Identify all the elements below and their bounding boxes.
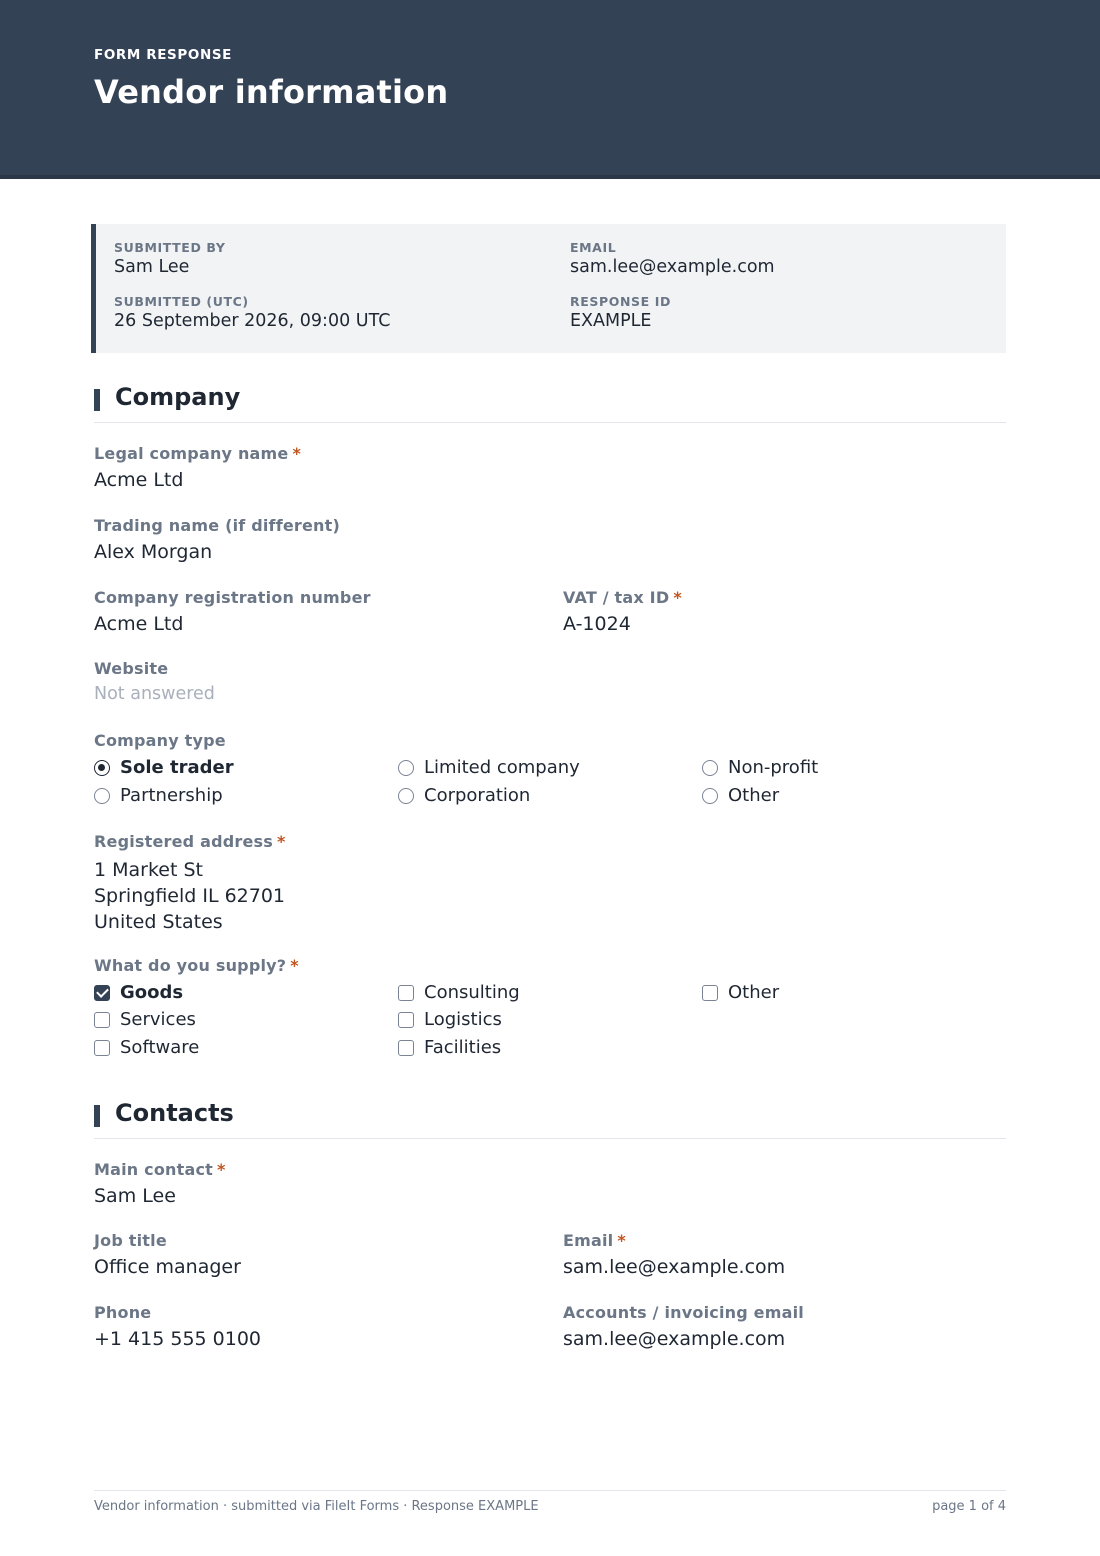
- radio-icon: [702, 788, 718, 804]
- radio-icon: [94, 788, 110, 804]
- checkbox-icon: [702, 985, 718, 1001]
- field-legal-company-name: [94, 444, 301, 491]
- field-invoicing-email: [563, 1303, 804, 1350]
- address-value: [94, 857, 286, 935]
- page-title: Vendor information: [94, 73, 449, 111]
- field-value: Sam Lee: [94, 1185, 176, 1207]
- radio-icon: [398, 760, 414, 776]
- section-contacts: [94, 1099, 1006, 1139]
- page-footer: [94, 1490, 1006, 1520]
- meta-label: SUBMITTED BY: [114, 240, 226, 255]
- meta-label: EMAIL: [570, 240, 617, 255]
- field-label: Accounts / invoicing email: [563, 1303, 804, 1322]
- field-label: Company registration number: [94, 588, 371, 607]
- section-accent-bar: [94, 389, 100, 411]
- field-value: Acme Ltd: [94, 613, 184, 635]
- required-marker: *: [217, 1160, 226, 1179]
- radio-icon: [702, 760, 718, 776]
- field-value-not-answered: Not answered: [94, 684, 215, 704]
- meta-value: Sam Lee: [114, 257, 190, 277]
- meta-email: [570, 240, 775, 277]
- field-registered-address: [94, 832, 286, 935]
- field-value: Alex Morgan: [94, 541, 213, 563]
- field-phone: [94, 1303, 261, 1350]
- checkbox-icon: [398, 1040, 414, 1056]
- required-marker: *: [292, 444, 302, 463]
- meta-submitted-by: [114, 240, 225, 277]
- field-value: Office manager: [94, 1256, 241, 1278]
- required-marker: *: [617, 1231, 626, 1250]
- required-marker: *: [277, 832, 286, 851]
- field-label: Legal company name *: [94, 444, 302, 463]
- checkbox-icon: [94, 1040, 110, 1056]
- checkbox-icon: [398, 1012, 414, 1028]
- field-value: sam.lee@example.com: [563, 1256, 786, 1278]
- meta-label: RESPONSE ID: [570, 294, 671, 309]
- field-what-do-you-supply: [94, 956, 299, 975]
- required-marker: *: [673, 588, 682, 607]
- field-label: Email *: [563, 1231, 626, 1250]
- address-line: Springfield IL 62701: [94, 885, 286, 907]
- field-label: What do you supply? *: [94, 956, 299, 975]
- submission-meta-panel: [91, 224, 1006, 353]
- field-label: Phone: [94, 1303, 152, 1322]
- field-main-contact: [94, 1160, 226, 1207]
- required-marker: *: [290, 956, 299, 975]
- meta-value: sam.lee@example.com: [570, 257, 775, 277]
- field-company-registration-number: [94, 588, 371, 635]
- page-header: [0, 0, 1100, 179]
- meta-response-id: [570, 294, 671, 331]
- field-label: Company type: [94, 731, 226, 750]
- radio-icon: [398, 788, 414, 804]
- checkbox-checked-icon: [94, 985, 110, 1001]
- checkbox-icon: [94, 1012, 110, 1028]
- meta-value: EXAMPLE: [570, 311, 652, 331]
- field-label: Trading name (if different): [94, 516, 341, 535]
- field-website: [94, 659, 215, 704]
- header-kicker: FORM RESPONSE: [94, 47, 232, 63]
- page-number: page 1 of 4: [932, 1499, 1006, 1514]
- field-email: [563, 1231, 785, 1278]
- section-title: Company: [115, 383, 241, 411]
- footer-left-text: Vendor information · submitted via FileIt Forms · Response EXAMPLE: [94, 1499, 539, 1514]
- field-vat-tax-id: [563, 588, 682, 635]
- address-line: 1 Market St: [94, 859, 203, 881]
- field-label: Main contact *: [94, 1160, 226, 1179]
- address-line: United States: [94, 911, 223, 933]
- section-company: [94, 383, 1006, 423]
- section-title: Contacts: [115, 1099, 234, 1127]
- field-value: sam.lee@example.com: [563, 1328, 786, 1350]
- field-value: A-1024: [563, 613, 631, 635]
- field-job-title: [94, 1231, 241, 1278]
- field-value: Acme Ltd: [94, 469, 184, 491]
- meta-submitted-utc: [114, 294, 390, 331]
- field-company-type: [94, 731, 226, 750]
- meta-label: SUBMITTED (UTC): [114, 294, 249, 309]
- field-value: +1 415 555 0100: [94, 1328, 262, 1350]
- field-label: Job title: [94, 1231, 167, 1250]
- radio-selected-icon: [94, 760, 110, 776]
- field-label: VAT / tax ID *: [563, 588, 682, 607]
- field-trading-name: [94, 516, 340, 563]
- section-accent-bar: [94, 1105, 100, 1127]
- checkbox-icon: [398, 985, 414, 1001]
- field-label: Registered address *: [94, 832, 286, 851]
- meta-value: 26 September 2026, 09:00 UTC: [114, 311, 391, 331]
- field-label: Website: [94, 659, 169, 678]
